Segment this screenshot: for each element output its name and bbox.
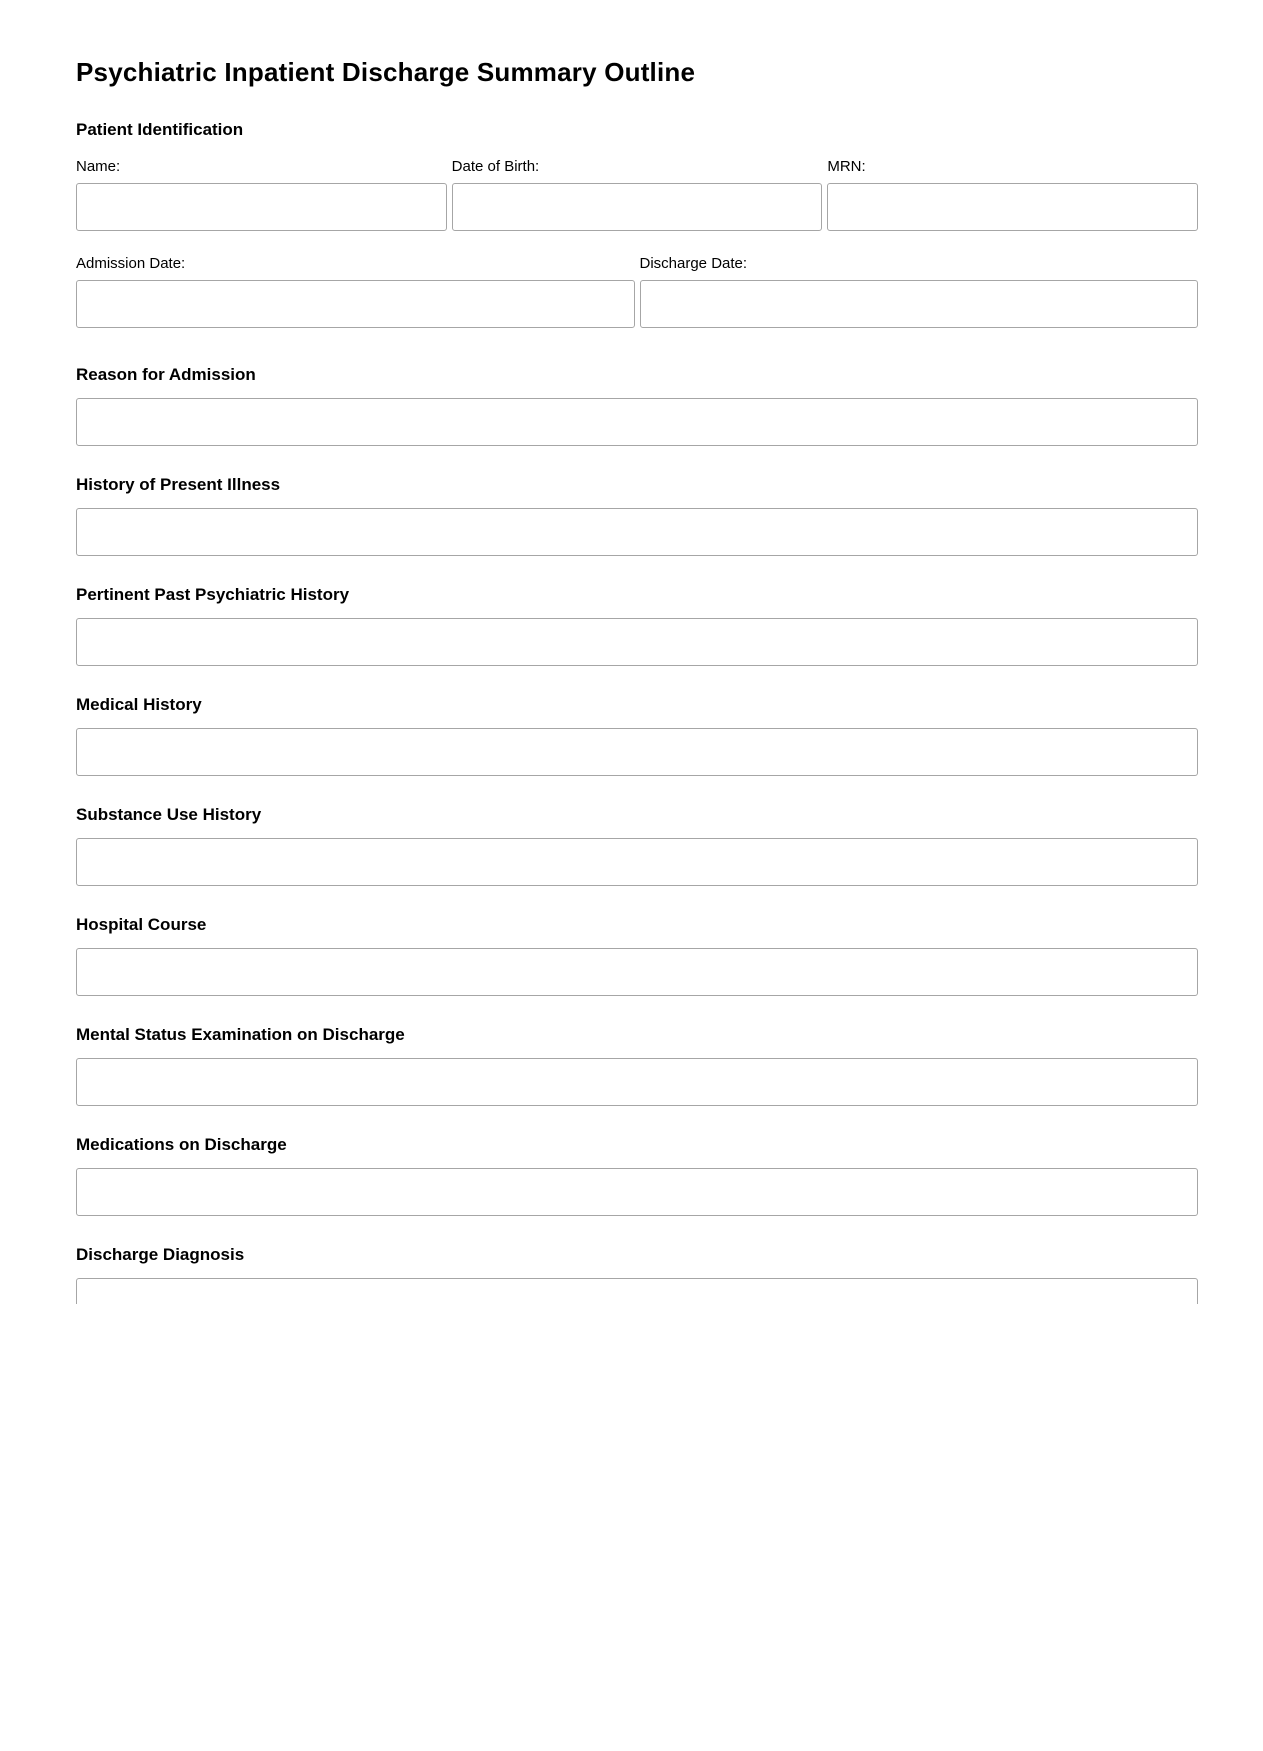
section-pertinent-past-psychiatric-history bbox=[76, 585, 1198, 666]
section-substance-use-history bbox=[76, 805, 1198, 886]
mrn-field bbox=[827, 158, 1198, 231]
section-medical-history bbox=[76, 695, 1198, 776]
section-heading-history-of-present-illness: History of Present Illness bbox=[76, 475, 281, 494]
section-heading-substance-use-history: Substance Use History bbox=[76, 805, 262, 824]
section-mental-status-examination bbox=[76, 1025, 1198, 1106]
hospital-course-input[interactable] bbox=[76, 948, 1198, 996]
date-of-birth-input[interactable] bbox=[452, 183, 823, 231]
admission-date-field bbox=[76, 255, 635, 328]
discharge-date-field-label: Discharge Date: bbox=[639, 255, 748, 272]
admission-date-input[interactable] bbox=[76, 280, 635, 328]
section-discharge-diagnosis bbox=[76, 1245, 1198, 1304]
name-field-label: Name: bbox=[76, 158, 121, 175]
pertinent-past-psychiatric-history-input[interactable] bbox=[76, 618, 1198, 666]
discharge-date-input[interactable] bbox=[640, 280, 1199, 328]
form-content bbox=[0, 57, 1263, 1304]
section-heading-discharge-diagnosis: Discharge Diagnosis bbox=[76, 1245, 245, 1264]
date-of-birth-field bbox=[452, 158, 823, 231]
section-heading-hospital-course: Hospital Course bbox=[76, 915, 207, 934]
section-medications-on-discharge bbox=[76, 1135, 1198, 1216]
mrn-field-label: MRN: bbox=[827, 158, 866, 175]
patient-id-row-1 bbox=[76, 158, 1198, 231]
date-of-birth-field-label: Date of Birth: bbox=[451, 158, 540, 175]
reason-for-admission-input[interactable] bbox=[76, 398, 1198, 446]
section-reason-for-admission bbox=[76, 365, 1198, 446]
medications-on-discharge-input[interactable] bbox=[76, 1168, 1198, 1216]
section-heading-reason-for-admission: Reason for Admission bbox=[76, 365, 256, 384]
patient-id-row-2 bbox=[76, 255, 1198, 328]
section-history-of-present-illness bbox=[76, 475, 1198, 556]
section-hospital-course bbox=[76, 915, 1198, 996]
section-heading-patient-identification: Patient Identification bbox=[76, 120, 244, 139]
history-of-present-illness-input[interactable] bbox=[76, 508, 1198, 556]
name-input[interactable] bbox=[76, 183, 447, 231]
name-field bbox=[76, 158, 447, 231]
mental-status-examination-input[interactable] bbox=[76, 1058, 1198, 1106]
section-heading-medical-history: Medical History bbox=[76, 695, 202, 714]
section-heading-mental-status-examination: Mental Status Examination on Discharge bbox=[76, 1025, 405, 1044]
page-title: Psychiatric Inpatient Discharge Summary Outline bbox=[76, 57, 696, 87]
page-bottom-clip bbox=[76, 1278, 1198, 1304]
discharge-diagnosis-input[interactable] bbox=[76, 1278, 1198, 1304]
discharge-date-field bbox=[640, 255, 1199, 328]
section-heading-pertinent-past-psychiatric-history: Pertinent Past Psychiatric History bbox=[76, 585, 350, 604]
substance-use-history-input[interactable] bbox=[76, 838, 1198, 886]
medical-history-input[interactable] bbox=[76, 728, 1198, 776]
admission-date-field-label: Admission Date: bbox=[76, 255, 186, 272]
section-heading-medications-on-discharge: Medications on Discharge bbox=[76, 1135, 287, 1154]
mrn-input[interactable] bbox=[827, 183, 1198, 231]
